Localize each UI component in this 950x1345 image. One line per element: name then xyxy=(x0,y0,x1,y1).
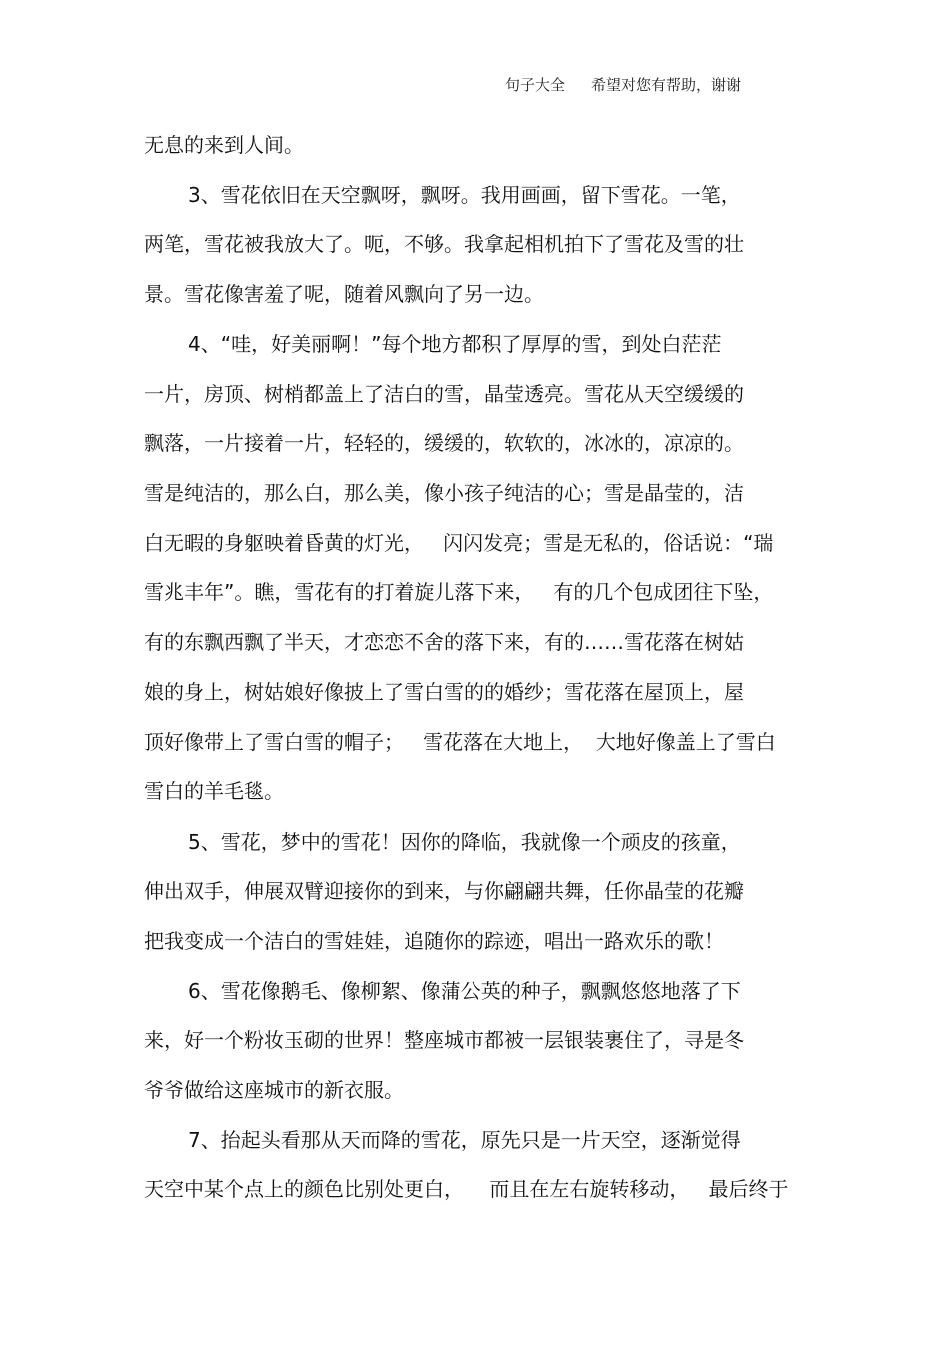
text-line: 来，好一个粉妆玉砌的世界！整座城市都被一层银装裹住了，寻是冬 xyxy=(144,1028,744,1052)
text-line: 飘落，一片接着一片，轻轻的，缓缓的，软软的，冰冰的，凉凉的。 xyxy=(144,431,744,455)
text-line: 雪白的羊毛毯。 xyxy=(144,779,284,803)
header-left-text: 句子大全 xyxy=(505,76,566,94)
text-line: 4、“哇，好美丽啊！”每个地方都积了厚厚的雪，到处白茫茫 xyxy=(188,332,722,356)
text-line: 6、雪花像鹅毛、像柳絮、像蒲公英的种子，飘飘悠悠地落了下 xyxy=(188,979,741,1003)
text-line: 雪是纯洁的，那么白，那么美，像小孩子纯洁的心；雪是晶莹的，洁 xyxy=(144,481,744,505)
text-line: 无息的来到人间。 xyxy=(144,133,304,157)
text-line: 天空中某个点上的颜色比别处更白， 而且在左右旋转移动， 最后终于 xyxy=(144,1177,789,1201)
text-line: 伸出双手，伸展双臂迎接你的到来，与你翩翩共舞，任你晶莹的花瓣 xyxy=(144,879,744,903)
text-line: 5、雪花，梦中的雪花！因你的降临，我就像一个顽皮的孩童， xyxy=(188,830,741,854)
text-line: 两笔，雪花被我放大了。呃，不够。我拿起相机拍下了雪花及雪的壮 xyxy=(144,232,744,256)
text-line: 景。雪花像害羞了呢，随着风飘向了另一边。 xyxy=(144,282,544,306)
text-line: 一片，房顶、树梢都盖上了洁白的雪，晶莹透亮。雪花从天空缓缓的 xyxy=(144,382,744,406)
text-line: 把我变成一个洁白的雪娃娃，追随你的踪迹，唱出一路欢乐的歌！ xyxy=(144,929,724,953)
text-line: 娘的身上，树姑娘好像披上了雪白雪的的婚纱；雪花落在屋顶上，屋 xyxy=(144,680,744,704)
text-line: 3、雪花依旧在天空飘呀，飘呀。我用画画，留下雪花。一笔， xyxy=(188,183,741,207)
text-line: 雪兆丰年”。瞧，雪花有的打着旋儿落下来， 有的几个包成团往下坠， xyxy=(144,580,774,604)
text-line: 顶好像带上了雪白雪的帽子； 雪花落在大地上， 大地好像盖上了雪白 xyxy=(144,730,776,754)
text-line: 白无暇的身躯映着昏黄的灯光， 闪闪发亮；雪是无私的，俗话说：“瑞 xyxy=(144,531,774,555)
text-line: 7、抬起头看那从天而降的雪花，原先只是一片天空，逐渐觉得 xyxy=(188,1128,741,1152)
page-header xyxy=(505,74,741,95)
text-line: 有的东飘西飘了半天，才恋恋不舍的落下来，有的……雪花落在树姑 xyxy=(144,630,744,654)
header-right-text: 希望对您有帮助，谢谢 xyxy=(591,76,742,94)
text-line: 爷爷做给这座城市的新衣服。 xyxy=(144,1078,404,1102)
